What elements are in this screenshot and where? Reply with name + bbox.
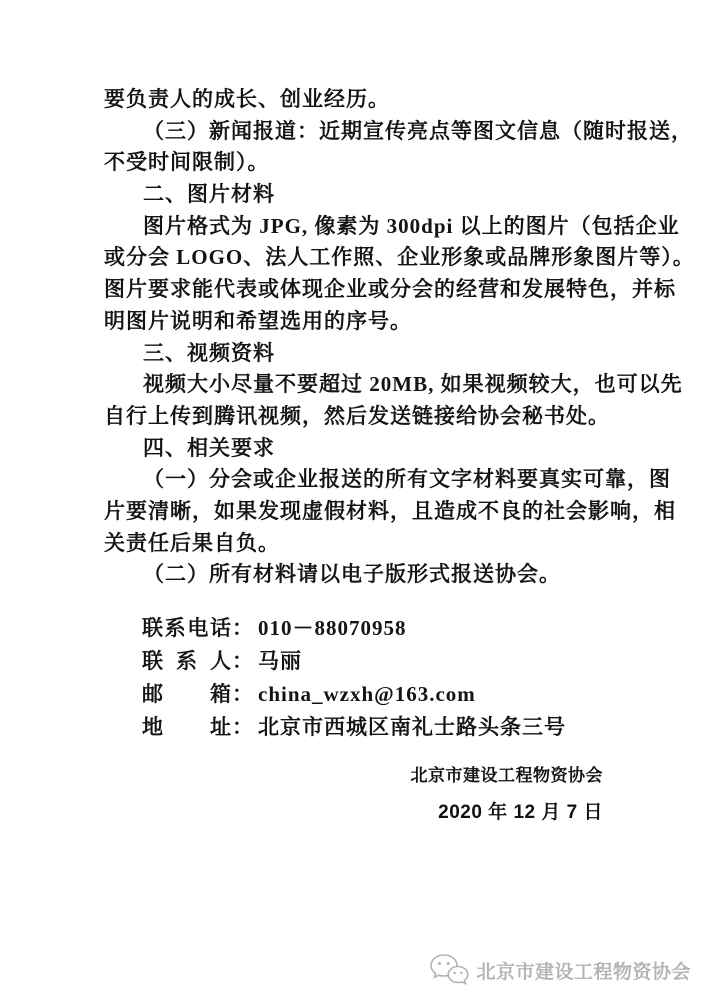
contact-label: 联系人 [142,649,232,673]
footer-brand [428,948,691,992]
contact-block [142,612,566,744]
contact-address-value: 北京市西城区南礼士路头条三号 [258,715,566,739]
body-line: 图片格式为 JPG, 像素为 300dpi 以上的图片（包括企业 [143,213,680,238]
section-heading-video: 三、视频资料 [143,340,275,365]
body-line: 图片要求能代表或体现企业或分会的经营和发展特色，并标 [104,277,676,302]
body-line: 片要清晰，如果发现虚假材料，且造成不良的社会影响，相 [104,498,676,523]
body-line: （三）新闻报道：近期宣传亮点等图文信息（随时报送， [143,118,693,143]
body-line: 自行上传到腾讯视频，然后发送链接给协会秘书处。 [104,403,610,428]
contact-email [142,678,566,711]
document-body [104,84,695,591]
contact-person-value: 马丽 [258,649,302,673]
contact-email-value: china_wzxh@163.com [258,682,476,706]
body-line: （二）所有材料请以电子版形式报送协会。 [143,562,561,587]
wechat-logo-icon [428,952,470,988]
contact-colon: ： [232,616,254,640]
contact-colon: ： [232,649,254,673]
contact-label: 联系电话 [142,616,232,640]
body-line: 视频大小尽量不要超过 20MB, 如果视频较大，也可以先 [143,372,683,397]
contact-phone-value: 010－88070958 [258,616,407,640]
body-line: 或分会 LOGO、法人工作照、企业形象或品牌形象图片等）。 [104,245,695,270]
contact-phone [142,612,566,645]
signature-org: 北京市建设工程物资协会 [410,766,603,785]
contact-address [142,711,566,744]
body-line: 要负责人的成长、创业经历。 [104,87,390,111]
body-line: （一）分会或企业报送的所有文字材料要真实可靠，图 [143,467,671,492]
body-line: 明图片说明和希望选用的序号。 [104,308,412,333]
section-heading-requirements: 四、相关要求 [143,435,275,460]
section-heading-pictures: 二、图片材料 [143,182,275,207]
contact-colon: ： [232,682,254,706]
body-line: 关责任后果自负。 [104,530,280,555]
body-line: 不受时间限制）。 [104,150,270,175]
footer-brand-text: 北京市建设工程物资协会 [476,961,691,983]
contact-person [142,645,566,678]
contact-label: 邮箱 [142,682,232,706]
contact-colon: ： [232,715,254,739]
signature-date: 2020 年 12 月 7 日 [438,802,603,823]
contact-label: 地址 [142,715,232,739]
